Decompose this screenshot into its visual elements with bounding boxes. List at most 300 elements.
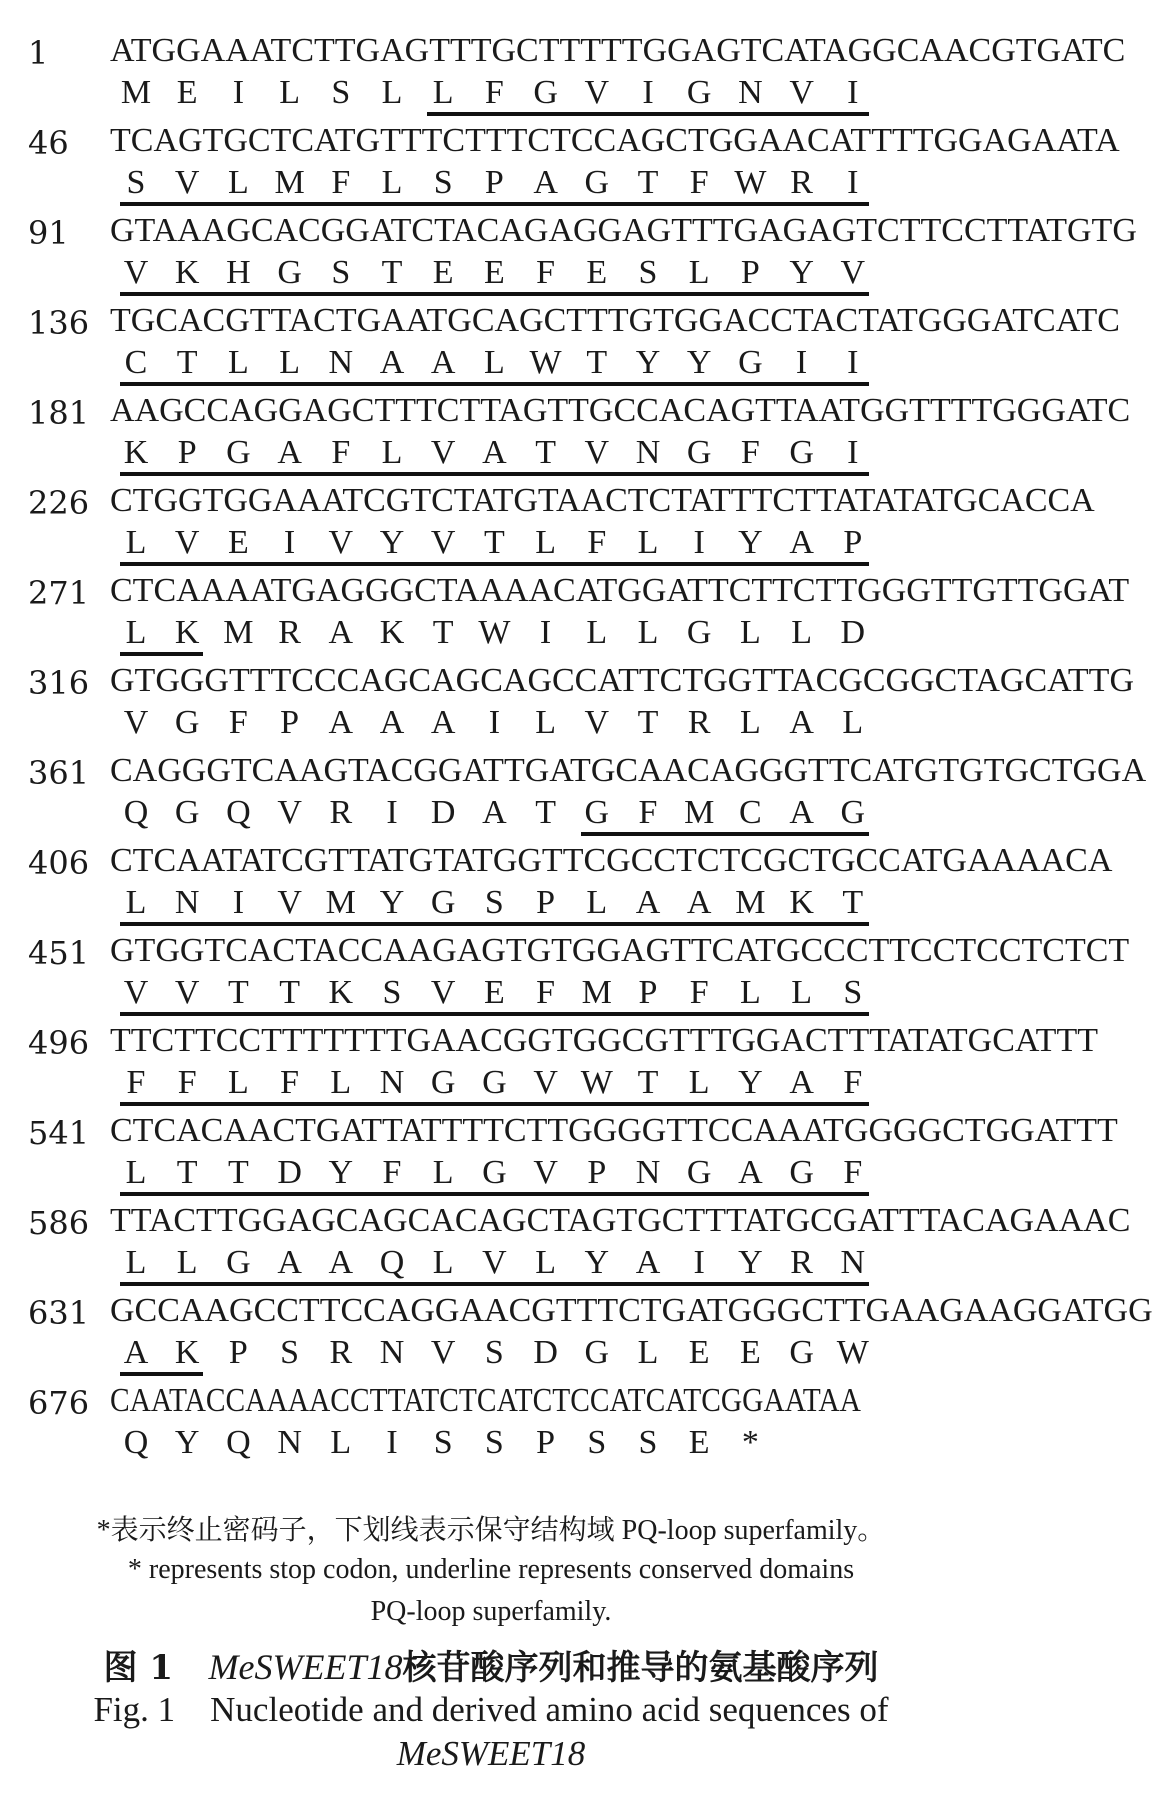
nucleotide-sequence: CTCAATATCGTTATGTATGGTTCGCCTCTCGCTGCCATGAAAACA (110, 842, 1113, 879)
amino-acid: P (536, 1424, 556, 1461)
amino-acid: L (125, 1154, 147, 1191)
amino-acid: I (232, 74, 245, 111)
position-number: 361 (28, 754, 90, 792)
amino-acid-row (0, 1062, 982, 1106)
amino-acid: K (123, 434, 149, 471)
amino-acid: Y (686, 344, 712, 381)
amino-acid: F (740, 434, 760, 471)
nucleotide-row (0, 1198, 1131, 1242)
amino-acid: S (433, 164, 453, 201)
amino-acid: V (533, 1154, 558, 1191)
amino-acid: D (430, 794, 456, 831)
amino-acid-row (0, 252, 982, 296)
amino-acid: R (329, 794, 353, 831)
amino-acid: S (484, 1424, 504, 1461)
conserved-domain-underline (120, 1012, 869, 1016)
amino-acid: V (328, 524, 354, 561)
amino-acid: D (277, 1154, 302, 1191)
amino-acid: L (381, 434, 403, 471)
amino-acid: D (840, 614, 866, 651)
amino-acid: R (790, 1244, 813, 1281)
amino-acid: R (278, 614, 301, 651)
conserved-domain-underline (120, 1372, 203, 1376)
amino-acid: R (329, 1334, 353, 1371)
nucleotide-sequence: ATGGAAATCTTGAGTTTGCTTTTTGGAGTCATAGGCAACGTGATC (110, 32, 1126, 69)
figure-title-en-line1: Fig. 1 Nucleotide and derived amino acid sequences of (93, 1690, 889, 1729)
amino-acid: F (382, 1154, 402, 1191)
amino-acid: K (379, 614, 405, 651)
amino-acid: P (484, 164, 504, 201)
amino-acid: F (638, 794, 658, 831)
amino-acid: N (379, 1064, 405, 1101)
amino-acid: Y (738, 524, 763, 561)
amino-acid: L (125, 524, 147, 561)
amino-acid: S (331, 254, 351, 291)
position-number: 1 (28, 34, 49, 72)
amino-acid: A (277, 434, 302, 471)
amino-acid: S (280, 1334, 300, 1371)
amino-acid: P (228, 1334, 248, 1371)
amino-acid-row (0, 432, 982, 476)
amino-acid: T (586, 344, 608, 381)
amino-acid: T (432, 614, 454, 651)
amino-acid: L (228, 1064, 249, 1101)
amino-acid: N (277, 1424, 302, 1461)
amino-acid-row (0, 1422, 982, 1466)
nucleotide-row (0, 478, 1095, 522)
amino-acid: L (432, 1154, 454, 1191)
amino-acid: T (842, 884, 864, 921)
amino-acid: V (277, 794, 302, 831)
amino-acid: N (328, 344, 354, 381)
nucleotide-row (0, 748, 1147, 792)
amino-acid: G (686, 614, 712, 651)
amino-acid: V (430, 1334, 456, 1371)
position-number: 271 (28, 574, 90, 612)
amino-acid: K (328, 974, 354, 1011)
position-number: 181 (28, 394, 90, 432)
nucleotide-row (0, 208, 1137, 252)
gene-name-zh: MeSWEET18 (208, 1647, 403, 1687)
amino-acid: S (638, 254, 658, 291)
nucleotide-row (0, 1018, 1098, 1062)
amino-acid: A (635, 1244, 661, 1281)
amino-acid: V (430, 974, 456, 1011)
conserved-domain-underline (120, 292, 869, 296)
nucleotide-sequence: GTGGTCACTACCAAGAGTGTGGAGTTCATGCCCTTCCTCCTCTCT (110, 932, 1130, 969)
amino-acid: G (686, 74, 712, 111)
amino-acid: A (686, 884, 712, 921)
amino-acid: F (280, 1064, 300, 1101)
amino-acid: V (482, 1244, 507, 1281)
amino-acid: I (847, 164, 859, 201)
amino-acid: L (125, 1244, 147, 1281)
amino-acid: N (635, 434, 661, 471)
amino-acid: G (738, 344, 763, 381)
amino-acid-row (0, 702, 982, 746)
stop-codon: * (741, 1424, 759, 1461)
amino-acid: V (123, 974, 149, 1011)
position-number: 586 (28, 1204, 90, 1242)
amino-acid: S (484, 1334, 504, 1371)
amino-acid: L (637, 1334, 659, 1371)
amino-acid-row (0, 1332, 982, 1376)
amino-acid: L (688, 1064, 710, 1101)
amino-acid: Y (174, 1424, 200, 1461)
amino-acid: A (430, 704, 456, 741)
amino-acid: V (533, 1064, 558, 1101)
amino-acid: G (584, 794, 610, 831)
nucleotide-sequence: TGCACGTTACTGAATGCAGCTTTGTGGACCTACTATGGGATCATC (110, 302, 1120, 339)
nucleotide-row (0, 1378, 982, 1422)
amino-acid: F (331, 164, 351, 201)
amino-acid: Q (226, 794, 251, 831)
amino-acid: N (635, 1154, 661, 1191)
amino-acid: L (381, 164, 403, 201)
amino-acid: T (279, 974, 300, 1011)
conserved-domain-underline (120, 472, 869, 476)
position-number: 631 (28, 1294, 90, 1332)
amino-acid: L (432, 1244, 454, 1281)
amino-acid: I (693, 524, 705, 561)
nucleotide-sequence: TTACTTGGAGCAGCACAGCTAGTGCTTTATGCGATTTACAGAAAC (110, 1202, 1131, 1239)
amino-acid-row (0, 72, 982, 116)
amino-acid: I (693, 1244, 705, 1281)
amino-acid: F (689, 164, 709, 201)
amino-acid: A (533, 164, 558, 201)
conserved-domain-underline (120, 922, 869, 926)
amino-acid: E (176, 74, 198, 111)
conserved-domain-underline (120, 1102, 869, 1106)
amino-acid: W (836, 1334, 869, 1371)
amino-acid: L (125, 884, 147, 921)
amino-acid: P (638, 974, 658, 1011)
amino-acid: L (637, 614, 659, 651)
amino-acid: G (482, 1064, 507, 1101)
amino-acid: E (586, 254, 608, 291)
amino-acid: N (840, 1244, 866, 1281)
amino-acid: L (279, 344, 300, 381)
amino-acid: F (484, 74, 504, 111)
amino-acid: F (587, 524, 607, 561)
nucleotide-row (0, 118, 1120, 162)
amino-acid: R (687, 704, 711, 741)
amino-acid: F (689, 974, 709, 1011)
amino-acid: V (123, 254, 149, 291)
amino-acid: G (482, 1154, 507, 1191)
amino-acid: G (174, 794, 200, 831)
position-number: 226 (28, 484, 90, 522)
amino-acid-row (0, 522, 982, 566)
nucleotide-sequence: CAGGGTCAAGTACGGATTGATGCAACAGGGTTCATGTGTGCTGGA (110, 752, 1147, 789)
amino-acid: A (328, 1244, 354, 1281)
amino-acid: A (789, 1064, 814, 1101)
amino-acid-row (0, 162, 982, 206)
amino-acid: G (533, 74, 558, 111)
amino-acid: W (478, 614, 511, 651)
amino-acid: L (432, 74, 454, 111)
amino-acid: L (740, 704, 761, 741)
conserved-domain-underline (120, 202, 869, 206)
amino-acid: G (789, 434, 814, 471)
nucleotide-sequence: GTGGGTTTCCCAGCAGCAGCCATTCTGGTTACGCGGCTAGCATTG (110, 662, 1135, 699)
amino-acid: N (174, 884, 200, 921)
position-number: 541 (28, 1114, 90, 1152)
amino-acid: T (484, 524, 505, 561)
amino-acid: M (684, 794, 715, 831)
amino-acid: M (735, 884, 766, 921)
amino-acid: S (126, 164, 146, 201)
amino-acid: G (840, 794, 866, 831)
position-number: 91 (28, 214, 69, 252)
amino-acid: V (277, 884, 302, 921)
amino-acid: G (584, 164, 610, 201)
amino-acid: A (482, 794, 507, 831)
amino-acid: S (382, 974, 402, 1011)
amino-acid: A (789, 704, 814, 741)
amino-acid: L (228, 164, 249, 201)
nucleotide-sequence: AAGCCAGGAGCTTTCTTAGTTGCCACAGTTAATGGTTTTGGGATC (110, 392, 1131, 429)
amino-acid: L (330, 1064, 352, 1101)
amino-acid: E (484, 254, 505, 291)
amino-acid-row (0, 342, 982, 386)
amino-acid: Q (226, 1424, 251, 1461)
amino-acid: K (174, 614, 200, 651)
amino-acid: A (430, 344, 456, 381)
amino-acid: V (174, 524, 200, 561)
amino-acid: P (177, 434, 197, 471)
amino-acid: Q (379, 1244, 405, 1281)
amino-acid: P (536, 884, 556, 921)
amino-acid: F (126, 1064, 146, 1101)
amino-acid: T (228, 974, 249, 1011)
amino-acid: Y (328, 1154, 354, 1191)
conserved-domain-underline (120, 382, 869, 386)
amino-acid: G (686, 1154, 712, 1191)
amino-acid: W (580, 1064, 613, 1101)
amino-acid: M (274, 164, 305, 201)
amino-acid: L (842, 704, 864, 741)
amino-acid: F (177, 1064, 197, 1101)
amino-acid: I (488, 704, 501, 741)
nucleotide-sequence: TCAGTGCTCATGTTTCTTTCTCCAGCTGGAACATTTTGGAGAATA (110, 122, 1120, 159)
nucleotide-row (0, 388, 1131, 432)
amino-acid: G (686, 434, 712, 471)
position-number: 406 (28, 844, 90, 882)
amino-acid: K (174, 1334, 200, 1371)
amino-acid: L (740, 974, 761, 1011)
amino-acid: F (228, 704, 248, 741)
figure-title-zh-text: 核苷酸序列和推导的氨基酸序列 (402, 1648, 879, 1688)
amino-acid: P (740, 254, 760, 291)
amino-acid: A (379, 344, 405, 381)
amino-acid: F (536, 974, 556, 1011)
amino-acid: Q (123, 1424, 149, 1461)
amino-acid: I (386, 1424, 398, 1461)
amino-acid: F (843, 1154, 863, 1191)
amino-acid: M (120, 74, 152, 111)
conserved-domain-underline (120, 1282, 869, 1286)
amino-acid: K (789, 884, 814, 921)
amino-acid: S (587, 1424, 607, 1461)
amino-acid: Y (789, 254, 814, 291)
amino-acid: V (584, 704, 610, 741)
conserved-domain-underline (120, 1192, 869, 1196)
amino-acid: G (226, 434, 251, 471)
amino-acid: A (738, 1154, 763, 1191)
nucleotide-sequence: CTGGTGGAAATCGTCTATGTAACTCTATTTCTTATATATGCACCA (110, 482, 1095, 519)
note-chinese: *表示终止密码子，下划线表示保守结构域 PQ-loop superfamily。 (96, 1515, 886, 1546)
amino-acid: A (379, 704, 405, 741)
gene-name-en: MeSWEET18 (396, 1734, 586, 1773)
amino-acid: G (226, 1244, 251, 1281)
amino-acid: S (433, 1424, 453, 1461)
nucleotide-sequence: TTCTTCCTTTTTTTGAACGGTGGCGTTTGGACTTTATATGCATTT (110, 1022, 1098, 1059)
nucleotide-row (0, 928, 1130, 972)
amino-acid: D (533, 1334, 558, 1371)
amino-acid: M (581, 974, 612, 1011)
amino-acid: L (586, 614, 608, 651)
amino-acid: L (535, 704, 556, 741)
amino-acid: I (847, 434, 859, 471)
amino-acid: F (536, 254, 556, 291)
amino-acid: Q (123, 794, 149, 831)
amino-acid: P (280, 704, 300, 741)
amino-acid: L (330, 1424, 352, 1461)
amino-acid: E (688, 1334, 710, 1371)
amino-acid: H (226, 254, 251, 291)
amino-acid: T (176, 1154, 198, 1191)
amino-acid: I (386, 794, 398, 831)
nucleotide-sequence: CTCACAACTGATTATTTTCTTGGGGTTCCAAATGGGGCTGGATTT (110, 1112, 1118, 1149)
nucleotide-row (0, 658, 1135, 702)
amino-acid: Y (379, 524, 405, 561)
amino-acid: G (430, 1064, 456, 1101)
amino-acid: G (584, 1334, 610, 1371)
amino-acid: L (637, 524, 659, 561)
amino-acid: I (283, 524, 296, 561)
amino-acid: M (325, 884, 356, 921)
amino-acid: L (176, 1244, 198, 1281)
amino-acid: V (584, 434, 610, 471)
amino-acid: M (223, 614, 254, 651)
figure-number-zh: 图 1 (103, 1648, 173, 1688)
amino-acid: A (328, 614, 354, 651)
amino-acid: T (381, 254, 403, 291)
amino-acid: T (637, 1064, 659, 1101)
figure-title-english (0, 1688, 982, 1776)
nucleotide-row (0, 28, 1126, 72)
note-english-line1: * represents stop codon, underline represents conserved domains (127, 1554, 855, 1585)
position-number: 451 (28, 934, 90, 972)
amino-acid: G (789, 1154, 814, 1191)
amino-acid: F (331, 434, 351, 471)
nucleotide-row (0, 1108, 1118, 1152)
nucleotide-sequence: GTAAAGCACGGATCTACAGAGGAGTTTGAGAGTCTTCCTTATGTG (110, 212, 1137, 249)
amino-acid: L (791, 614, 812, 651)
amino-acid: T (176, 344, 198, 381)
amino-acid: I (795, 344, 808, 381)
amino-acid: A (482, 434, 507, 471)
amino-acid: P (587, 1154, 607, 1191)
nucleotide-sequence: CAATACCAAAACCTTATCTCATCTCCATCATCGGAATAA (110, 1382, 861, 1419)
amino-acid-row (0, 792, 982, 836)
amino-acid: A (328, 704, 354, 741)
amino-acid: T (535, 794, 556, 831)
nucleotide-row (0, 568, 1130, 612)
position-number: 46 (28, 124, 69, 162)
amino-acid: L (740, 614, 761, 651)
position-number: 136 (28, 304, 90, 342)
amino-acid: V (174, 974, 200, 1011)
nucleotide-row (0, 298, 1120, 342)
amino-acid: C (739, 794, 762, 831)
position-number: 676 (28, 1384, 90, 1422)
amino-acid: F (843, 1064, 863, 1101)
amino-acid: T (637, 704, 659, 741)
amino-acid: S (331, 74, 351, 111)
amino-acid: I (847, 74, 859, 111)
amino-acid: G (430, 884, 456, 921)
amino-acid: E (484, 974, 505, 1011)
amino-acid: T (228, 1154, 249, 1191)
amino-acid: L (586, 884, 608, 921)
amino-acid: V (584, 74, 610, 111)
amino-acid: L (484, 344, 505, 381)
amino-acid: L (381, 74, 403, 111)
amino-acid: A (277, 1244, 302, 1281)
amino-acid: P (843, 524, 863, 561)
amino-acid: Y (738, 1064, 763, 1101)
amino-acid: T (535, 434, 556, 471)
amino-acid: V (123, 704, 149, 741)
amino-acid: I (232, 884, 245, 921)
amino-acid: L (535, 524, 556, 561)
nucleotide-row (0, 1288, 1153, 1332)
conserved-domain-underline (427, 112, 869, 116)
amino-acid: A (789, 524, 814, 561)
amino-acid: L (279, 74, 300, 111)
conserved-domain-underline (581, 832, 869, 836)
amino-acid: R (790, 164, 813, 201)
amino-acid: W (529, 344, 562, 381)
amino-acid: Y (584, 1244, 610, 1281)
amino-acid: L (125, 614, 147, 651)
amino-acid: N (738, 74, 763, 111)
conserved-domain-underline (120, 652, 203, 656)
amino-acid: T (637, 164, 659, 201)
amino-acid: V (174, 164, 200, 201)
figure-title-chinese (0, 1640, 982, 1689)
amino-acid: L (535, 1244, 556, 1281)
amino-acid-row (0, 882, 982, 926)
amino-acid: I (642, 74, 654, 111)
amino-acid: E (688, 1424, 710, 1461)
amino-acid-row (0, 1152, 982, 1196)
amino-acid: Y (379, 884, 405, 921)
amino-acid: G (277, 254, 302, 291)
amino-acid: V (840, 254, 866, 291)
amino-acid: A (635, 884, 661, 921)
amino-acid: C (124, 344, 148, 381)
amino-acid: A (789, 794, 814, 831)
amino-acid: L (791, 974, 812, 1011)
position-number: 496 (28, 1024, 90, 1062)
amino-acid: L (688, 254, 710, 291)
amino-acid: A (123, 1334, 149, 1371)
amino-acid: N (379, 1334, 405, 1371)
amino-acid: S (843, 974, 863, 1011)
